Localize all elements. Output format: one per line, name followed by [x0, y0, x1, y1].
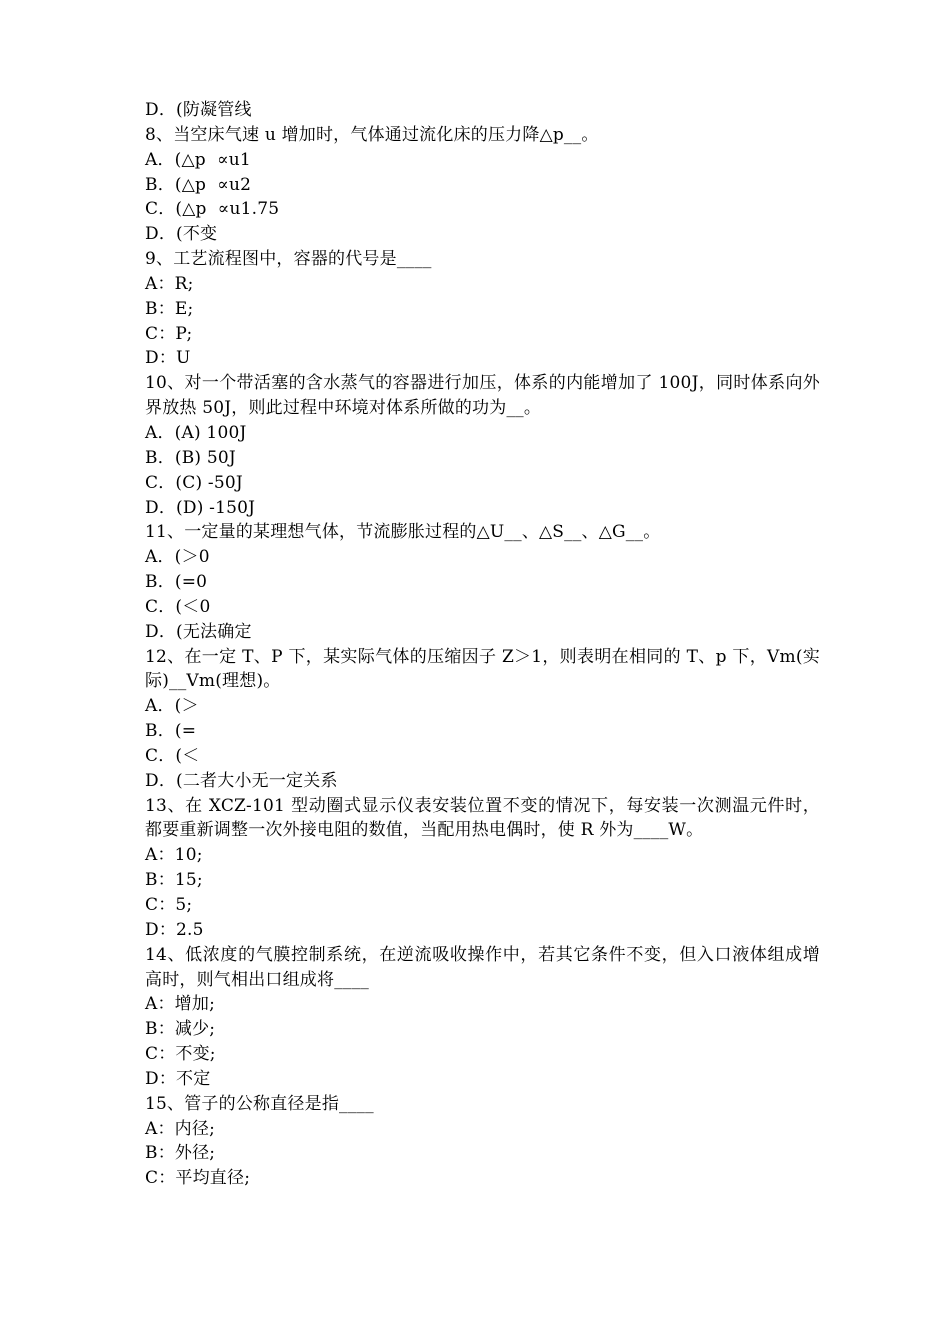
- option-line: A．(△p ∝u1: [145, 149, 251, 170]
- option-line: C．(＜: [145, 745, 200, 766]
- option-line: A：R;: [145, 273, 194, 294]
- option-line: B．(=: [145, 721, 197, 742]
- option-line: C．(C) -50J: [145, 472, 243, 493]
- option-line: A：10;: [145, 845, 203, 866]
- option-line: A：内径;: [145, 1118, 216, 1139]
- option-line: A．(＞: [145, 696, 199, 717]
- option-line: D．(无法确定: [145, 621, 252, 642]
- option-line: C．(△p ∝u1.75: [145, 199, 280, 220]
- option-line: D．(D) -150J: [145, 497, 256, 518]
- question-line: 13、在 XCZ-101 型动圈式显示仪表安装位置不变的情况下，每安装一次测温元件时，都要重新调整一次外接电阻的数值，当配用热电偶时，使 R 外为____W。: [145, 795, 820, 841]
- option-line: A：增加;: [145, 994, 216, 1015]
- question-line: 12、在一定 T、P 下，某实际气体的压缩因子 Z＞1，则表明在相同的 T、p 下，Vm(实际)__Vm(理想)。: [145, 646, 820, 692]
- option-line: B：15;: [145, 870, 203, 891]
- option-line: B：外径;: [145, 1143, 216, 1164]
- question-line: 15、管子的公称直径是指____: [145, 1093, 374, 1114]
- option-line: B：减少;: [145, 1019, 216, 1040]
- option-line: C：平均直径;: [145, 1168, 251, 1189]
- question-line: 14、低浓度的气膜控制系统，在逆流吸收操作中，若其它条件不变，但入口液体组成增高时，则气相出口组成将____: [145, 944, 820, 990]
- option-line: D：2.5: [145, 919, 204, 940]
- option-line: C：5;: [145, 895, 193, 915]
- option-line: C．(＜0: [145, 596, 211, 617]
- option-line: D．(防凝管线: [145, 100, 252, 120]
- question-line: 9、工艺流程图中，容器的代号是____: [145, 249, 432, 270]
- option-line: B．(=0: [145, 572, 208, 593]
- option-line: B：E;: [145, 298, 194, 319]
- option-line: B．(△p ∝u2: [145, 174, 252, 195]
- question-line: 10、对一个带活塞的含水蒸气的容器进行加压，体系的内能增加了 100J，同时体系向外界放热 50J，则此过程中环境对体系所做的功为__。: [145, 373, 820, 419]
- exam-text-body: [145, 98, 820, 1191]
- question-line: 11、一定量的某理想气体，节流膨胀过程的△U__、△S__、△G__。: [145, 522, 661, 543]
- option-line: A．(＞0: [145, 547, 210, 568]
- option-line: D．(不变: [145, 224, 218, 245]
- option-line: C：P;: [145, 323, 193, 344]
- option-line: D：U: [145, 348, 191, 369]
- option-line: D：不定: [145, 1068, 211, 1089]
- option-line: A．(A) 100J: [145, 422, 247, 443]
- option-line: C：不变;: [145, 1044, 216, 1065]
- option-line: B．(B) 50J: [145, 447, 236, 468]
- question-line: 8、当空床气速 u 增加时，气体通过流化床的压力降△p__。: [145, 124, 599, 145]
- option-line: D．(二者大小无一定关系: [145, 770, 338, 791]
